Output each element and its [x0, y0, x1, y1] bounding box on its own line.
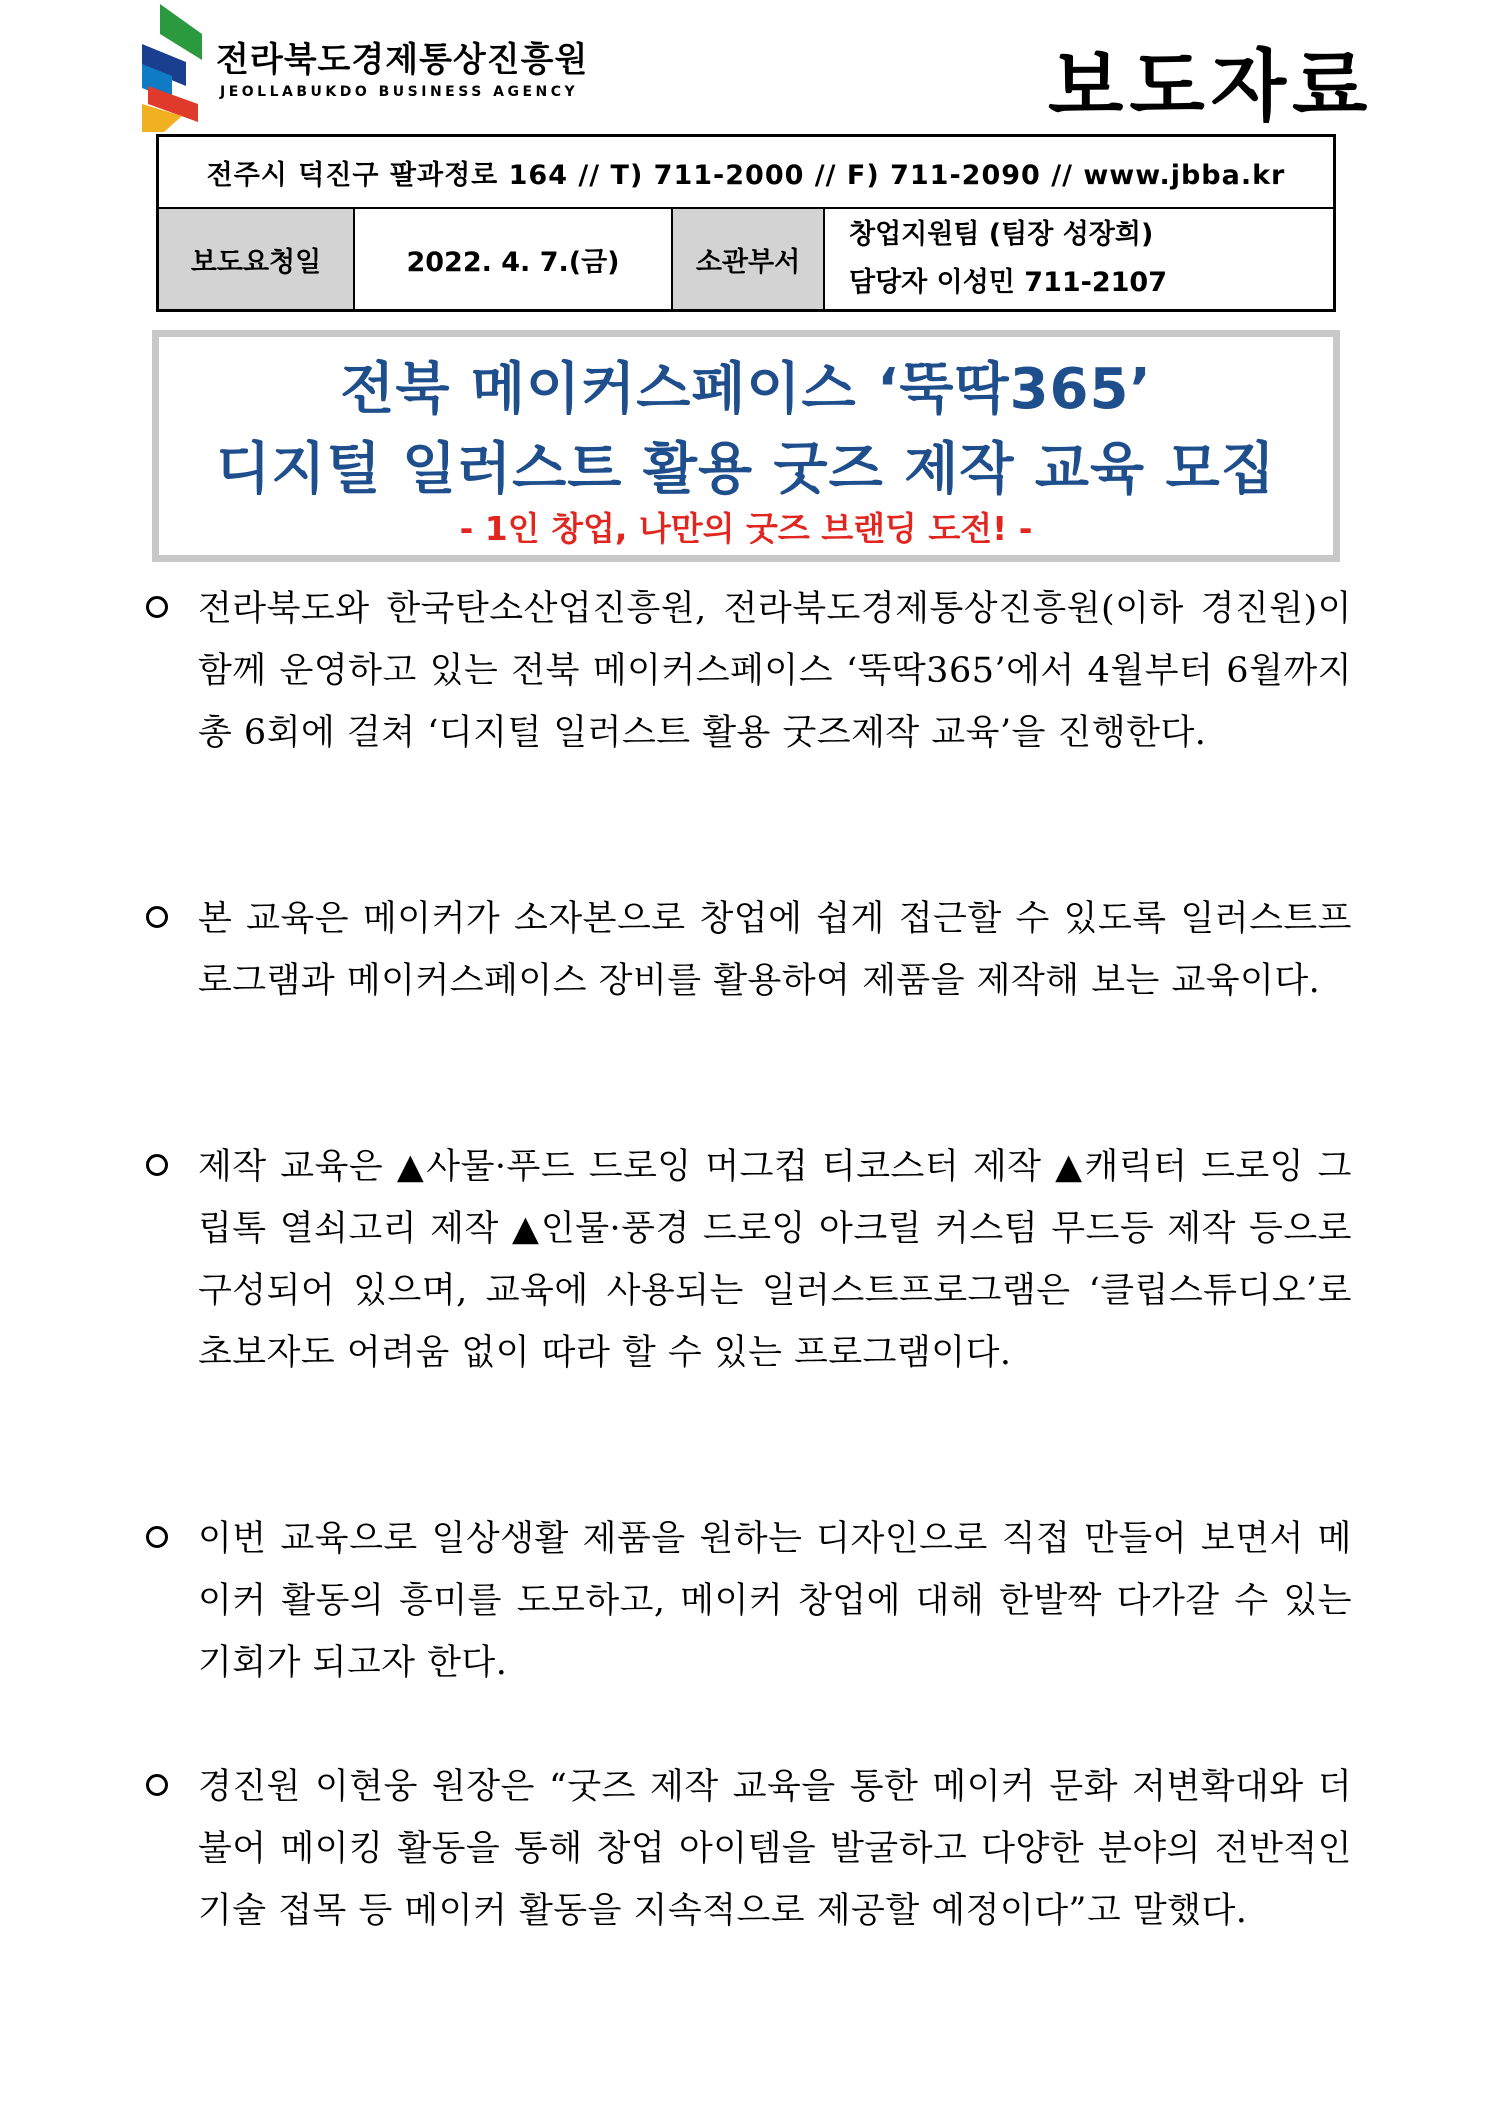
circle-bullet-icon: [146, 1154, 168, 1176]
department-info: [825, 209, 1333, 309]
paragraph-text: 제작 교육은 ▲사물·푸드 드로잉 머그컵 티코스터 제작 ▲캐릭터 드로잉 그립톡 열쇠고리 제작 ▲인물·풍경 드로잉 아크릴 커스텀 무드등 제작 등으로 구성되어 있으며, 교육에 사용되는 일러스트프로그램은 ‘클립스튜디오’로 초보자도 어려움 없이 따라 할 수 있는 프로그램이다.: [198, 1147, 1352, 1373]
circle-bullet-icon: [146, 1774, 168, 1796]
paragraph-text: 본 교육은 메이커가 소자본으로 창업에 쉽게 접근할 수 있도록 일러스트프로그램과 메이커스페이스 장비를 활용하여 제품을 제작해 보는 교육이다.: [198, 899, 1352, 1001]
contact-address-line: 전주시 덕진구 팔과정로 164 // T) 711-2000 // F) 711-2090 // www.jbba.kr: [159, 137, 1333, 209]
headline-title-line1: 전북 메이커스페이스 ‘뚝딱365’: [340, 357, 1152, 422]
headline-box: [152, 330, 1340, 562]
circle-bullet-icon: [146, 596, 168, 618]
press-info-table: [156, 134, 1336, 312]
paragraph-text: 이번 교육으로 일상생활 제품을 원하는 디자인으로 직접 만들어 보면서 메이커 활동의 흥미를 도모하고, 메이커 창업에 대해 한발짝 다가갈 수 있는 기회가 되고자 한다.: [198, 1519, 1352, 1683]
headline-subtitle: - 1인 창업, 나만의 굿즈 브랜딩 도전! -: [459, 509, 1033, 548]
department-label: 소관부서: [673, 209, 825, 309]
body-paragraph: [146, 578, 1352, 764]
document-type-heading: 보도자료: [1048, 42, 1374, 132]
body-paragraph: [146, 888, 1352, 1012]
headline-title-line2: 디지털 일러스트 활용 굿즈 제작 교육 모집: [216, 437, 1276, 502]
agency-logo: [142, 4, 202, 132]
body-paragraph: [146, 1508, 1352, 1694]
request-date-label: 보도요청일: [159, 209, 355, 309]
body-paragraph: [146, 1136, 1352, 1384]
circle-bullet-icon: [146, 906, 168, 928]
circle-bullet-icon: [146, 1526, 168, 1548]
paragraph-text: 전라북도와 한국탄소산업진흥원, 전라북도경제통상진흥원(이하 경진원)이 함께 운영하고 있는 전북 메이커스페이스 ‘뚝딱365’에서 4월부터 6월까지 총 6회에 걸쳐 ‘디지털 일러스트 활용 굿즈제작 교육’을 진행한다.: [198, 589, 1352, 753]
department-team: 창업지원팀 (팀장 성장희): [849, 219, 1154, 250]
department-contact: 담당자 이성민 711-2107: [849, 267, 1168, 298]
paragraph-text: 경진원 이현웅 원장은 “굿즈 제작 교육을 통한 메이커 문화 저변확대와 더불어 메이킹 활동을 통해 창업 아이템을 발굴하고 다양한 분야의 전반적인 기술 접목 등 메이커 활동을 지속적으로 제공할 예정이다”고 말했다.: [198, 1767, 1352, 1931]
org-name-english: JEOLLABUKDO BUSINESS AGENCY: [220, 84, 579, 100]
body-paragraph: [146, 1756, 1352, 1942]
org-name: 전라북도경제통상진흥원: [216, 40, 589, 80]
request-date-value: 2022. 4. 7.(금): [355, 209, 673, 309]
